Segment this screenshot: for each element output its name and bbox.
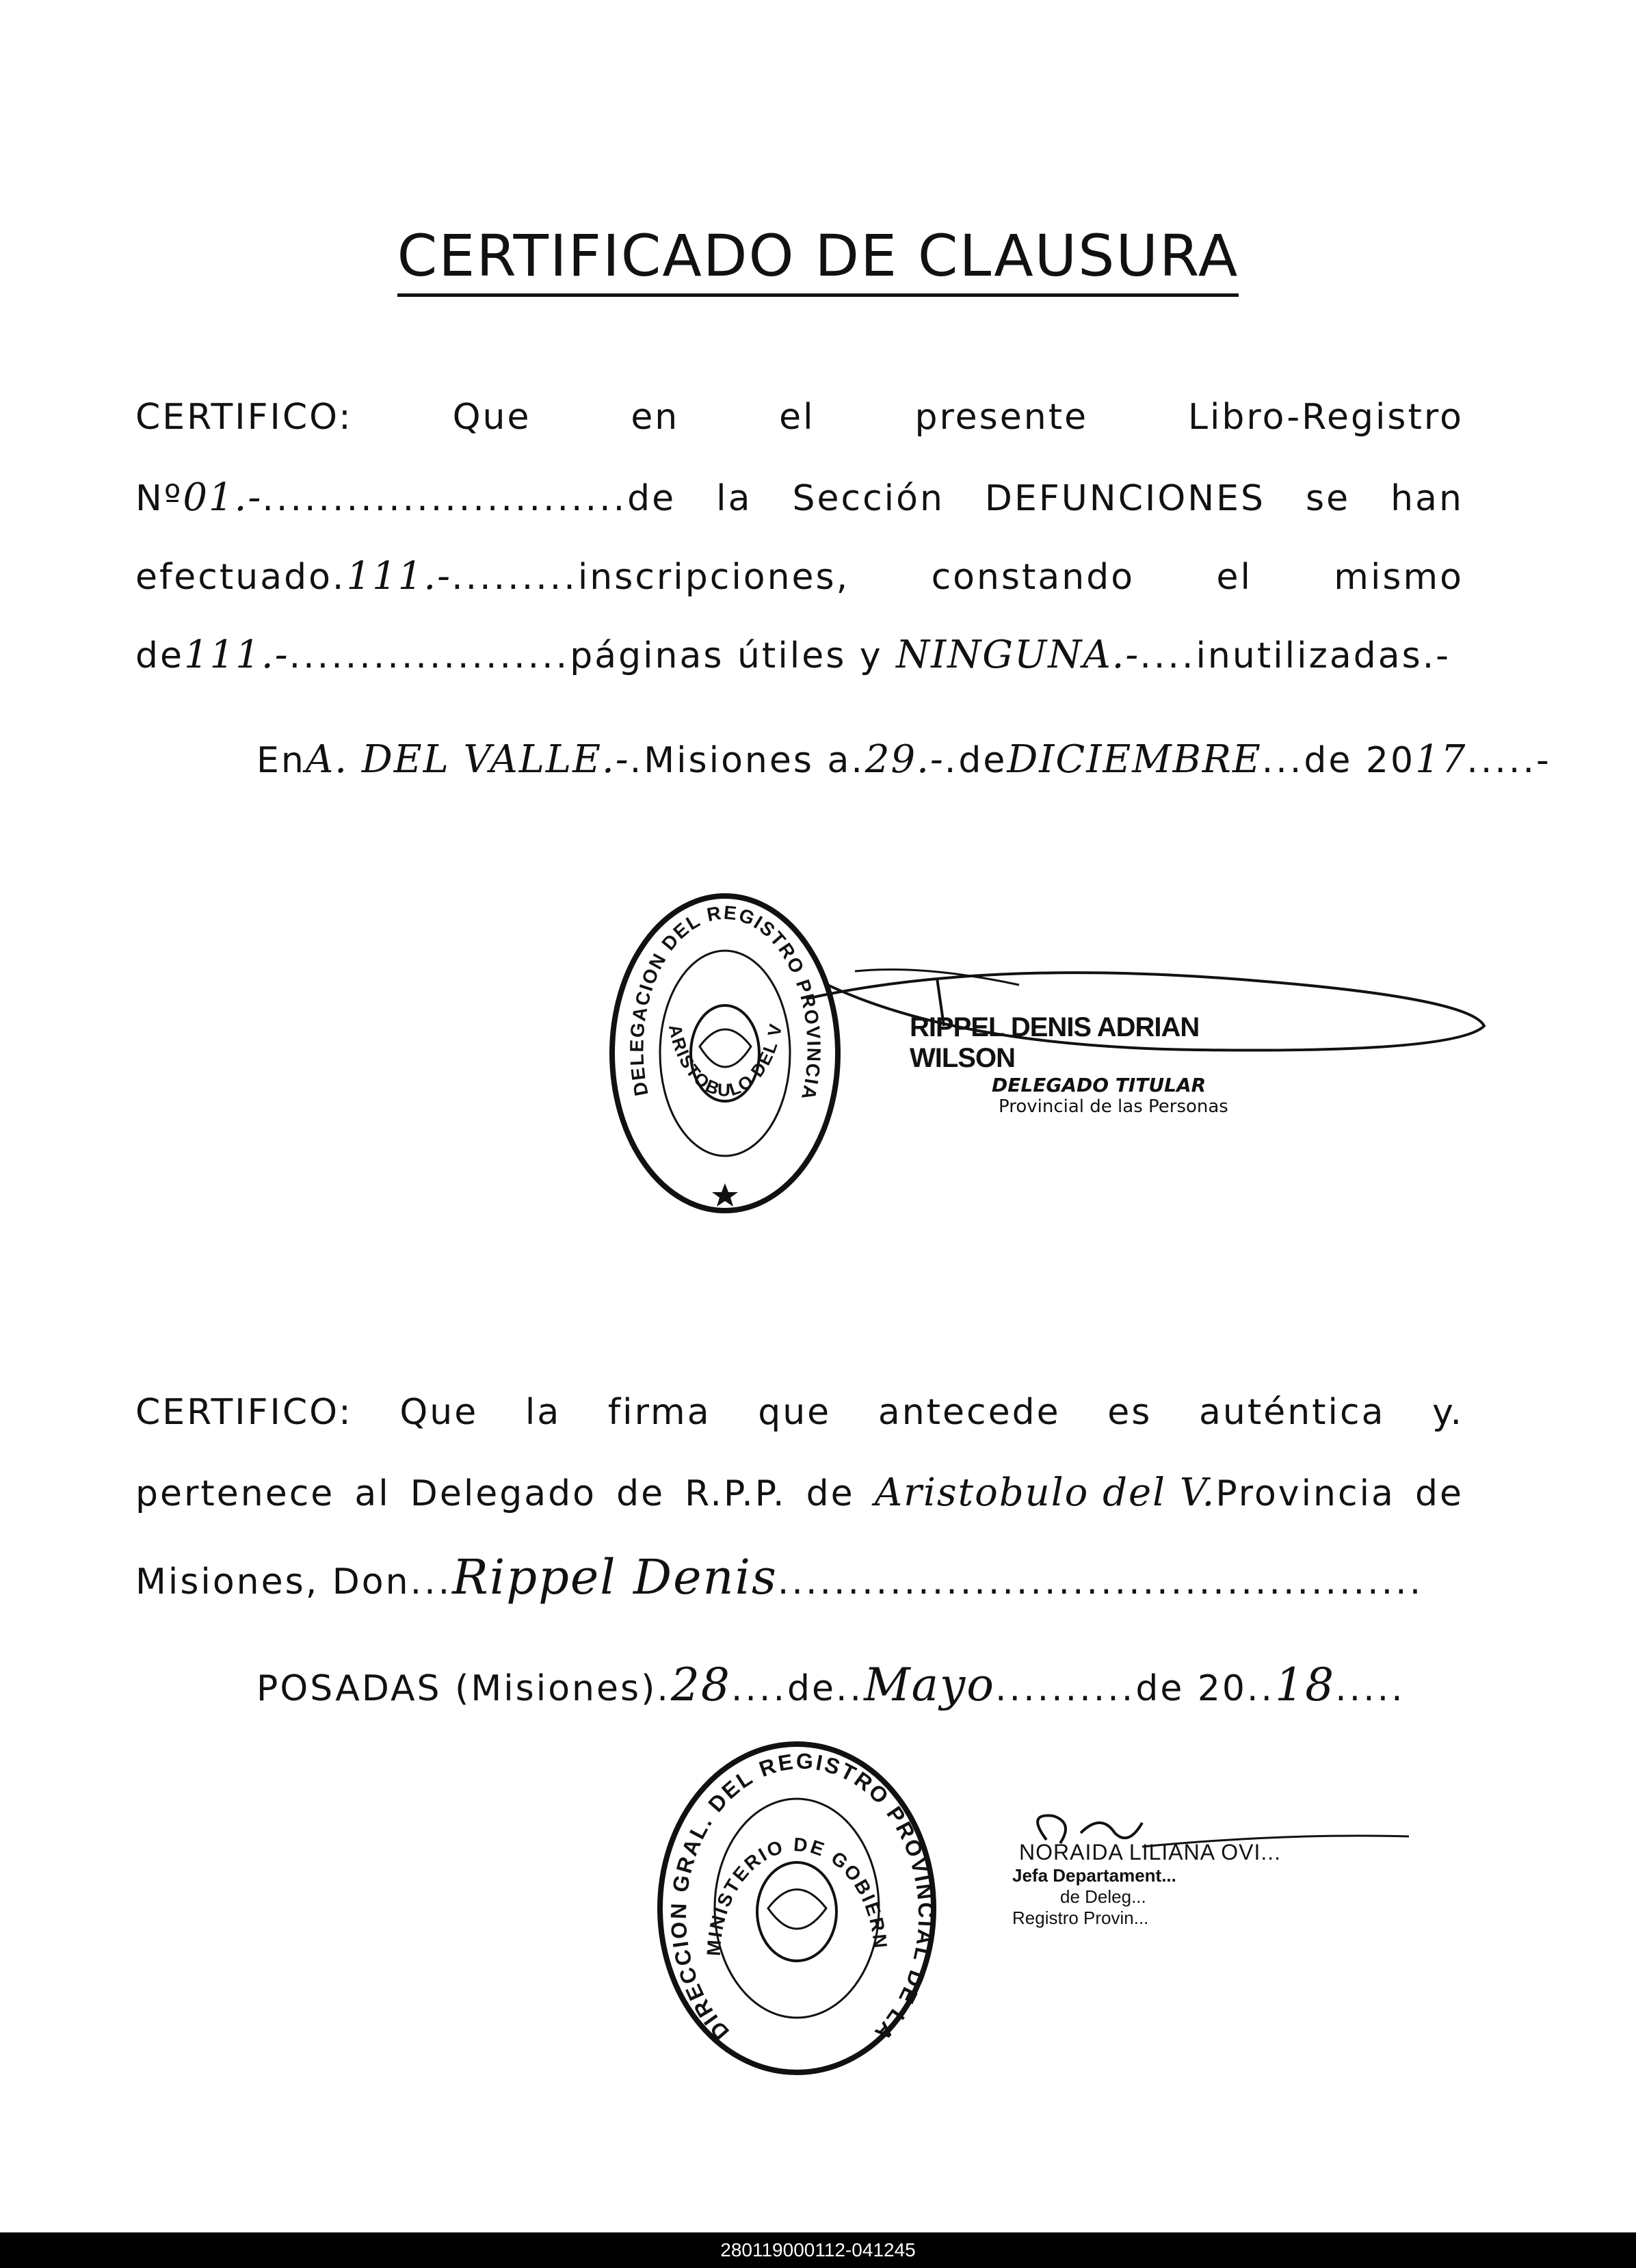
pages-unused-value: NINGUNA.- <box>896 633 1140 677</box>
inscriptions-count: efectuado.111.-.........inscripciones, <box>135 554 850 598</box>
place-date-line: En A. DEL VALLE.- . Misiones a . 29.- . de DICIEMBRE ... de 20 17 .... .- <box>256 737 1551 782</box>
de-label: de <box>958 740 1007 781</box>
certifico-label-2: CERTIFICO: <box>135 1392 353 1433</box>
posadas-date-line: POSADAS (Misiones) . 28 .... de .. Mayo .......... de 20 .. 18 ..... <box>256 1659 1406 1711</box>
word: antecede <box>878 1392 1061 1433</box>
pages-value: 111.- <box>184 633 289 677</box>
stamp1-role: DELEGADO TITULAR <box>992 1074 1206 1096</box>
book-number-value: 01.- <box>183 475 263 520</box>
document-title: CERTIFICADO DE CLAUSURA <box>0 222 1636 289</box>
word: al <box>354 1473 391 1514</box>
p3-line3: Misiones, Don ... Rippel Denis .............................................. <box>135 1549 1424 1605</box>
stamp-2 <box>1012 1840 1361 1929</box>
line-end: .- <box>1522 740 1551 781</box>
word: la <box>525 1392 562 1433</box>
word: de <box>1414 1473 1464 1514</box>
stamp2-line3: Registro Provin... <box>1012 1908 1149 1928</box>
book-number: Nº01.-..........................de <box>135 475 676 520</box>
misiones-don-label: Misiones, Don <box>135 1561 410 1603</box>
section-name: DEFUNCIONES <box>984 478 1266 519</box>
word: Que <box>452 397 531 438</box>
seal2-graphic <box>655 1737 939 2079</box>
word: R.P.P. <box>685 1473 787 1514</box>
stamp2-line2: de Deleg... <box>1060 1886 1146 1907</box>
day-value-2: 28 <box>670 1659 731 1711</box>
stamp1-org: Provincial de las Personas <box>999 1096 1228 1117</box>
word: en <box>631 397 680 438</box>
delegation-place: Aristobulo del V.Provincia <box>874 1471 1395 1515</box>
word: el <box>779 397 815 438</box>
word: de <box>806 1473 855 1514</box>
posadas-label: POSADAS (Misiones) <box>256 1668 657 1709</box>
certifico-label: CERTIFICO: <box>135 397 353 438</box>
stamp1-name: RIPPEL DENIS ADRIAN WILSON <box>910 1012 1200 1073</box>
direction-seal <box>655 1737 939 2079</box>
en-label: En <box>256 740 306 781</box>
month-value-2: Mayo <box>864 1659 996 1711</box>
seal2-outer-text: DIRECCION GRAL. DEL REGISTRO PROVINCIAL DE LA <box>665 1748 939 2047</box>
delegate-name-value: Rippel Denis <box>452 1549 778 1605</box>
p1-line2 <box>135 475 1464 520</box>
year-prefix-2: de 20 <box>1135 1668 1248 1709</box>
word: constando <box>931 557 1135 598</box>
misiones-label: Misiones a <box>644 740 852 781</box>
stamp-1 <box>910 1012 1293 1117</box>
pages-useful: de111.-....................páginas útiles y NINGUNA.-....inutilizadas.- <box>135 633 1451 677</box>
delegation-place-value: Aristobulo del V. <box>874 1471 1216 1515</box>
word: de <box>616 1473 665 1514</box>
stamp2-name: NORAIDA LILIANA OVI... <box>1019 1840 1282 1864</box>
document-code: 280119000112-041245 <box>720 2239 916 2260</box>
word: Sección <box>792 478 945 519</box>
word: Libro-Registro <box>1187 397 1464 438</box>
year-value-2: 18 <box>1275 1659 1336 1711</box>
word: presente <box>914 397 1089 438</box>
p1-line4 <box>135 633 1464 677</box>
word: pertenece <box>135 1473 335 1514</box>
word: mismo <box>1334 557 1464 598</box>
svg-text:DIRECCION GRAL. DEL REGISTRO P <box>655 1737 938 2047</box>
word: la <box>716 478 752 519</box>
word: Delegado <box>410 1473 596 1514</box>
word: Que <box>399 1392 479 1433</box>
stamp2-line1: Jefa Departament... <box>1012 1865 1176 1886</box>
inscriptions-value: 111.- <box>346 554 452 598</box>
place-value: A. DEL VALLE.- <box>305 737 630 782</box>
p3-line1 <box>135 1392 1464 1433</box>
year-prefix: de 20 <box>1304 740 1416 781</box>
word: es <box>1107 1392 1152 1433</box>
word: que <box>758 1392 832 1433</box>
word: auténtica <box>1199 1392 1386 1433</box>
document-code-bar <box>0 2232 1636 2268</box>
word: firma <box>607 1392 711 1433</box>
word: han <box>1390 478 1464 519</box>
word: y. <box>1432 1392 1464 1433</box>
p1-line3 <box>135 554 1464 598</box>
word: el <box>1216 557 1252 598</box>
p3-line2 <box>135 1471 1464 1515</box>
p1-line1 <box>135 397 1464 438</box>
seal1-outer-text: DELEGACION DEL REGISTRO PROVINCIA <box>626 901 825 1103</box>
year-value: 17 <box>1415 737 1467 782</box>
month-value: DICIEMBRE <box>1007 737 1262 782</box>
day-value: 29.- <box>865 737 945 782</box>
seal1-inner-text: ARISTOBULO DEL V <box>664 1022 787 1100</box>
de-label-2: de <box>787 1668 836 1709</box>
word: se <box>1306 478 1351 519</box>
seal2-inner-text: MINISTERIO DE GOBIERN <box>702 1834 892 1957</box>
